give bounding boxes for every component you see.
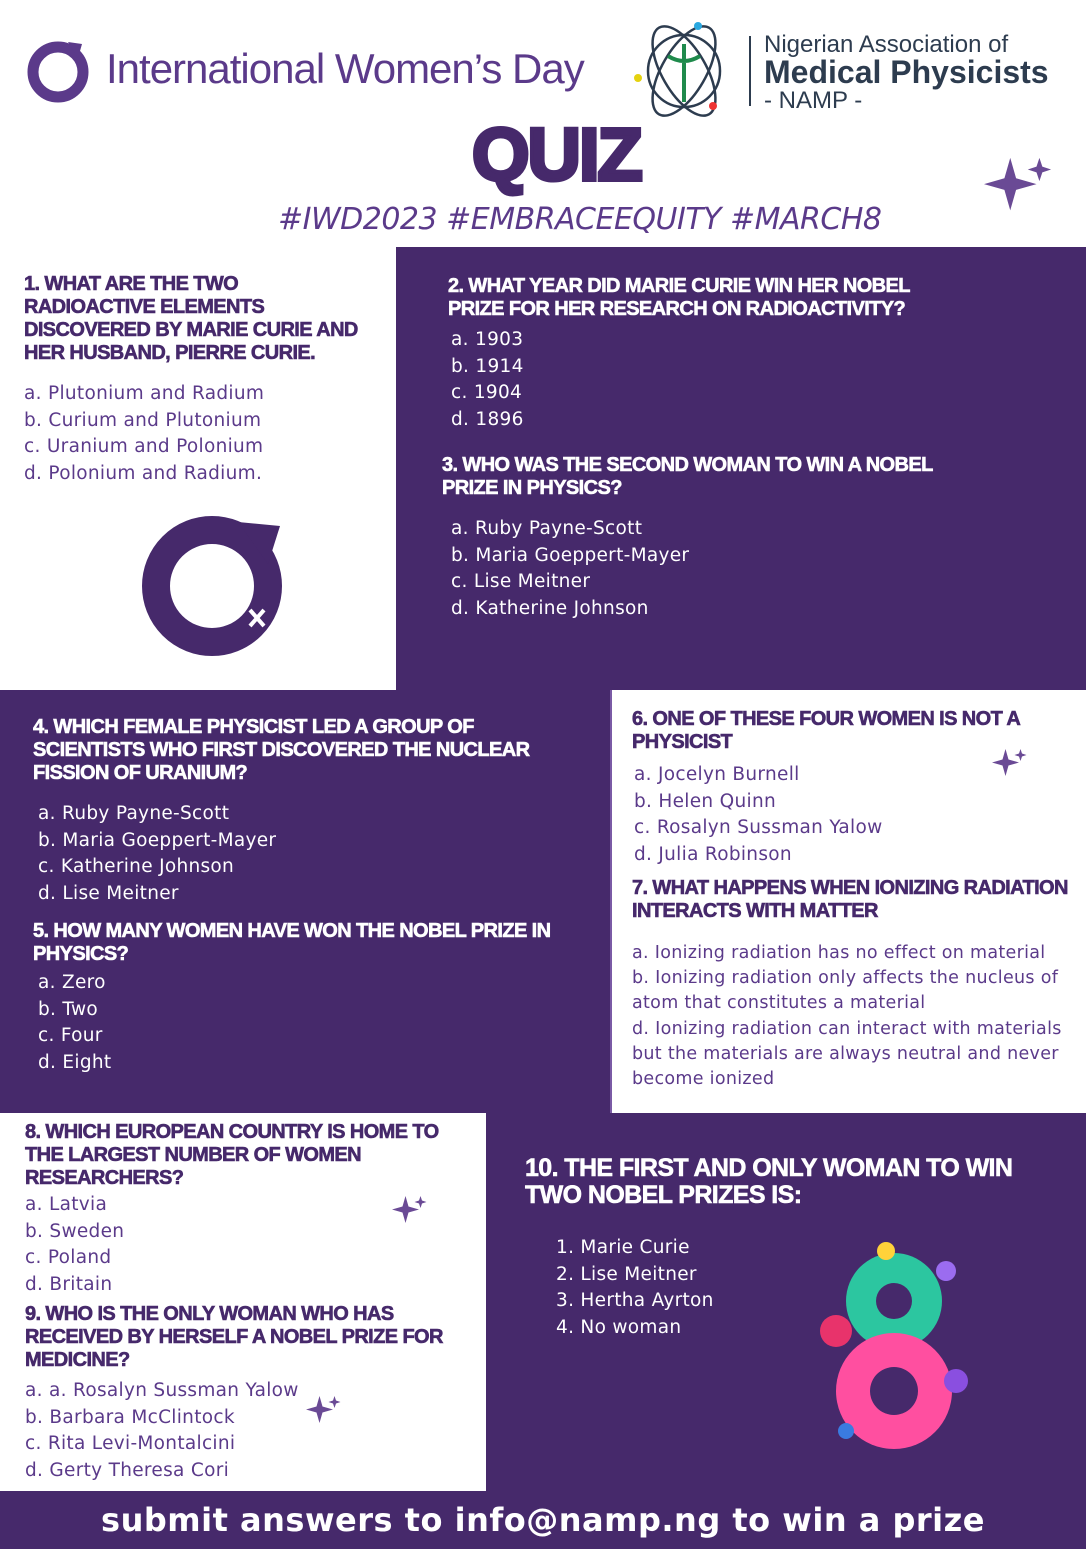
question-1-text: 1. WHAT ARE THE TWO RADIOACTIVE ELEMENTS DISCOVERED BY MARIE CURIE AND HER HUSBAND, PIERRE CURIE. (24, 273, 358, 364)
question-3-option-d: d. Katherine Johnson (451, 597, 649, 619)
footer (0, 1491, 1086, 1549)
namp-atom-logo-icon (628, 14, 740, 128)
questions-6-7-panel (610, 690, 1086, 1113)
hashtags: #IWD2023 #EMBRACEEQUITY #MARCH8 (278, 202, 882, 237)
header (0, 0, 1086, 247)
question-4-text: 4. WHICH FEMALE PHYSICIST LED A GROUP OF SCIENTISTS WHO FIRST DISCOVERED THE NUCLEAR FISSION OF URANIUM? (33, 716, 530, 784)
namp-name-line1: Nigerian Association of (764, 31, 1009, 58)
namp-name (764, 32, 1049, 113)
question-4-option-a: a. Ruby Payne-Scott (38, 803, 230, 824)
question-5-option-c: c. Four (38, 1025, 103, 1047)
sparkle-icon (984, 152, 1054, 222)
page-title: QUIZ (472, 113, 641, 196)
question-3-text: 3. WHO WAS THE SECOND WOMAN TO WIN A NOBEL PRIZE IN PHYSICS? (442, 453, 933, 499)
questions-4-5-panel (0, 690, 610, 1113)
question-1-option-a: a. Plutonium and Radium (24, 383, 265, 404)
row-2 (0, 690, 1086, 1113)
namp-name-line3: - NAMP - (764, 87, 863, 114)
question-9-option-d: d. Gerty Theresa Cori (25, 1459, 230, 1481)
iwd-logo-icon (24, 38, 92, 106)
question-3-option-a: a. Ruby Payne-Scott (451, 517, 643, 539)
question-4-option-b: b. Maria Goeppert-Mayer (38, 829, 277, 851)
questions-2-3-panel (396, 247, 1086, 690)
question-3-option-c: c. Lise Meitner (451, 571, 591, 593)
question-2-option-a: a. 1903 (451, 329, 524, 350)
namp-divider (749, 36, 751, 106)
question-1-panel (0, 247, 396, 690)
floral-number-eight-illustration (806, 1241, 986, 1461)
question-4-option-d: d. Lise Meitner (38, 883, 179, 905)
questions-8-9-panel (0, 1113, 486, 1491)
question-8-option-b: b. Sweden (25, 1220, 125, 1242)
question-4-option-c: c. Katherine Johnson (38, 856, 235, 878)
question-5-text: 5. HOW MANY WOMEN HAVE WON THE NOBEL PRIZE IN PHYSICS? (33, 919, 551, 965)
iwd-logo-text: International Women’s Day (106, 45, 584, 92)
question-2-option-c: c. 1904 (451, 382, 523, 404)
question-9-text: 9. WHO IS THE ONLY WOMAN WHO HAS RECEIVED BY HERSELF A NOBEL PRIZE FOR MEDICINE? (25, 1302, 443, 1371)
question-10-option-3: 3. Hertha Ayrton (556, 1290, 714, 1312)
question-9-option-b: b. Barbara McClintock (25, 1406, 235, 1428)
question-2-text: 2. WHAT YEAR DID MARIE CURIE WIN HER NOBEL PRIZE FOR HER RESEARCH ON RADIOACTIVITY? (448, 275, 910, 320)
question-8-option-c: c. Poland (25, 1247, 112, 1269)
footer-submit-text: submit answers to info@namp.ng to win a prize (101, 1500, 985, 1539)
row-1 (0, 247, 1086, 690)
question-1-option-d: d. Polonium and Radium. (24, 463, 263, 485)
question-10-option-2: 2. Lise Meitner (556, 1263, 697, 1285)
question-10-option-4: 4. No woman (556, 1317, 682, 1339)
row-3 (0, 1113, 1086, 1491)
question-8-text: 8. WHICH EUROPEAN COUNTRY IS HOME TO THE LARGEST NUMBER OF WOMEN RESEARCHERS? (25, 1121, 439, 1189)
question-7-option-a: a. Ionizing radiation has no effect on material (632, 942, 1046, 963)
question-2-option-d: d. 1896 (451, 409, 524, 431)
question-10-text: 10. THE FIRST AND ONLY WOMAN TO WIN TWO NOBEL PRIZES IS: (525, 1154, 1013, 1209)
question-10-option-1: 1. Marie Curie (556, 1237, 690, 1258)
question-5-option-d: d. Eight (38, 1051, 112, 1073)
iwd-symbol-icon (138, 512, 288, 662)
question-8-option-d: d. Britain (25, 1274, 113, 1296)
question-9-option-a: a. a. Rosalyn Sussman Yalow (25, 1379, 299, 1401)
question-3-option-b: b. Maria Goeppert-Mayer (451, 544, 690, 566)
question-9-option-c: c. Rita Levi-Montalcini (25, 1433, 236, 1455)
question-7-text: 7. WHAT HAPPENS WHEN IONIZING RADIATION INTERACTS WITH MATTER (632, 876, 1068, 922)
question-6-option-a: a. Jocelyn Burnell (634, 764, 800, 785)
question-7-option-d: d. Ionizing radiation can interact with materials but the materials are always neutral and never become ionized (632, 1018, 1062, 1090)
question-1-option-b: b. Curium and Plutonium (24, 409, 262, 431)
question-7-option-b: b. Ionizing radiation only affects the nucleus of atom that constitutes a material (632, 968, 1059, 1014)
namp-name-line2: Medical Physicists (764, 54, 1049, 90)
question-8-option-a: a. Latvia (25, 1194, 108, 1215)
question-5-option-b: b. Two (38, 998, 98, 1020)
question-6-text: 6. ONE OF THESE FOUR WOMEN IS NOT A PHYSICIST (632, 708, 1020, 753)
question-5-option-a: a. Zero (38, 971, 106, 993)
question-6-option-b: b. Helen Quinn (634, 790, 777, 812)
question-6-option-c: c. Rosalyn Sussman Yalow (634, 817, 883, 839)
question-2-option-b: b. 1914 (451, 355, 524, 377)
question-10-panel (486, 1113, 1086, 1491)
question-6-option-d: d. Julia Robinson (634, 844, 792, 866)
question-1-option-c: c. Uranium and Polonium (24, 436, 264, 458)
